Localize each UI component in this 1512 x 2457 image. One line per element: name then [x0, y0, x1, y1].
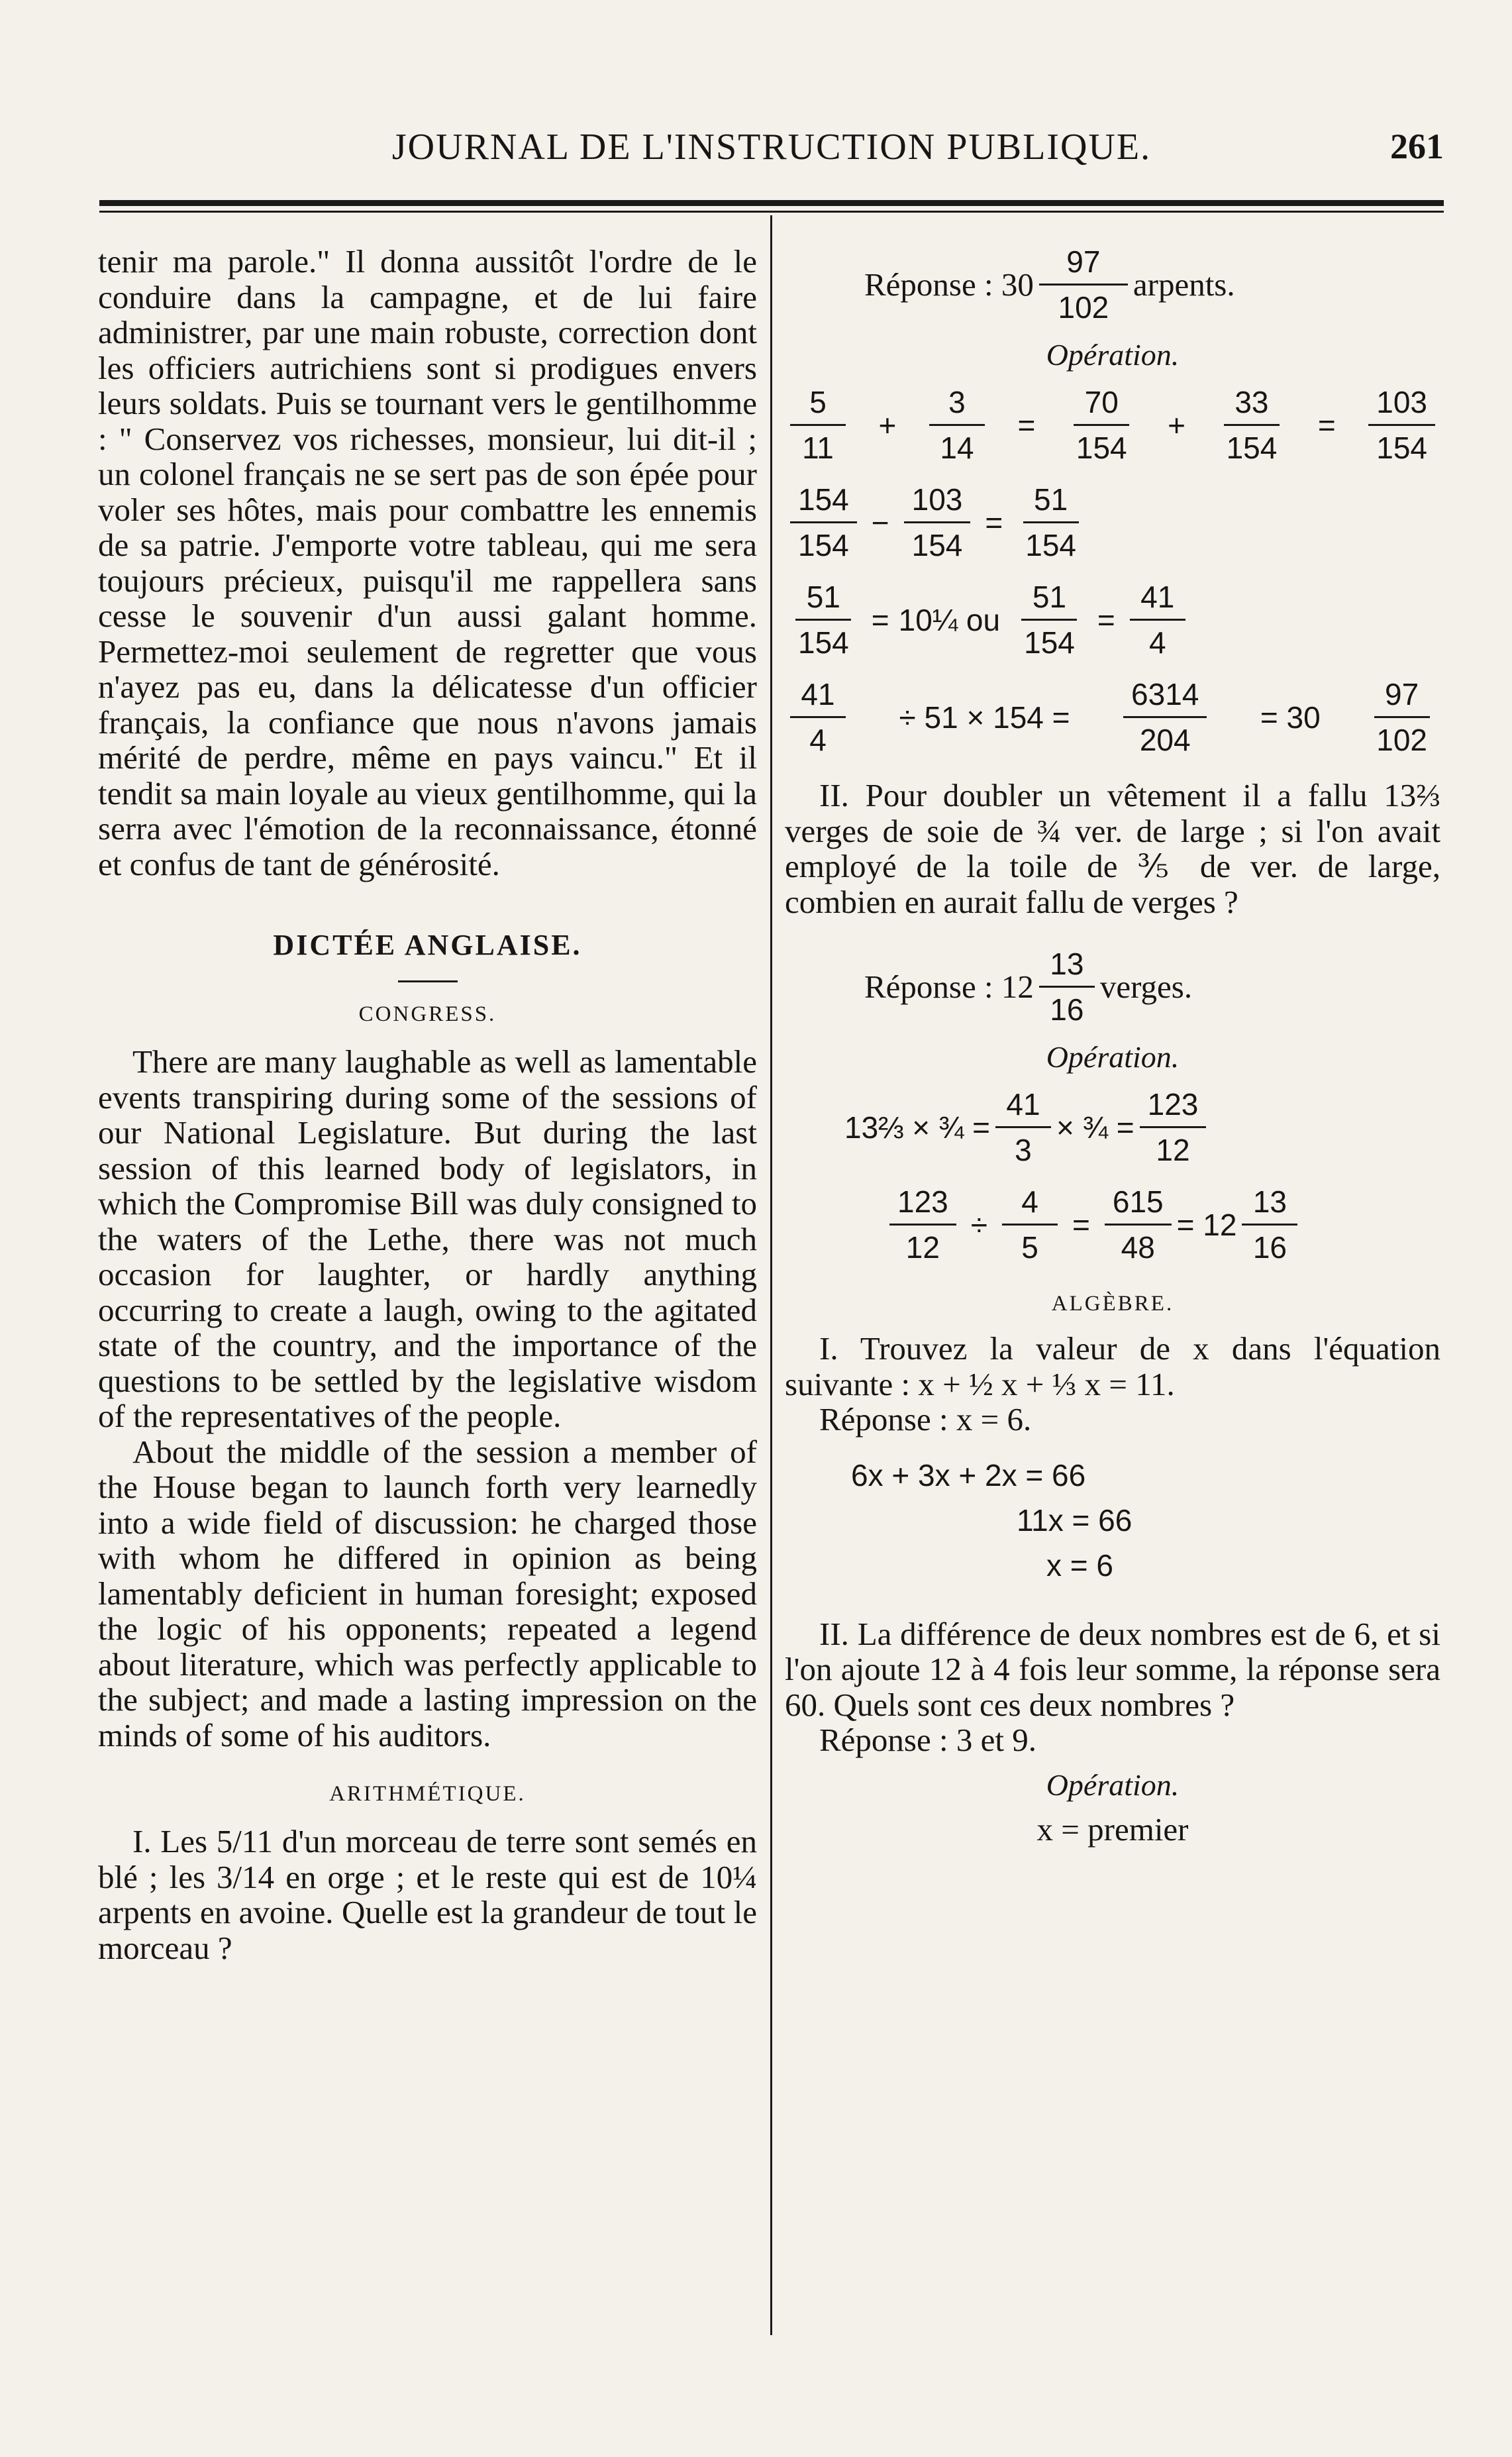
answer-2-fraction: [1039, 946, 1095, 1027]
answer-1-unit: arpents.: [1133, 266, 1235, 303]
dictee-paragraph-1: There are many laughable as well as lamentable events transpiring during some of the sessions of our National Legislature. But during the last session of this learned body of legislators, in which the Compromise Bill was duly consigned to the waters of the Lethe, there was not much occasion for laughter, or hardly anything occurring to create a laugh, owing to the agitated state of the country, and the importance of the questions to be settled by the legislative wisdom of the representatives of the people.: [98, 1043, 757, 1434]
fraction: $\frac{51}{154}$: [1017, 482, 1084, 563]
answer-2-unit: verges.: [1099, 968, 1193, 1005]
fraction: $\frac{123}{12}$: [889, 1184, 956, 1265]
equation-line-2: 11x = 66: [1017, 1502, 1133, 1538]
answer-1-fraction: [1039, 244, 1128, 325]
operation-line-2: $\frac{154}{154}$ − $\frac{103}{154}$ = $\frac{51}{154}$: [785, 482, 1440, 563]
operation-text: 13⅔ × ¾ =: [844, 1110, 990, 1145]
operation-text: = 30: [1260, 700, 1321, 735]
alg-answer-1: Réponse : x = 6.: [819, 1401, 1032, 1438]
left-column: [98, 244, 757, 1965]
operation-line-6: $\frac{123}{12}$ ÷ $\frac{4}{5}$ = $\frac{615}{48}$ = 12 $\frac{13}{16}$: [884, 1184, 1440, 1265]
operation-label-3: Opération.: [1046, 1767, 1180, 1802]
operation-label: Opération.: [1046, 338, 1180, 372]
fraction: $\frac{41}{3}$: [995, 1086, 1051, 1168]
fraction: $\frac{33}{154}$: [1219, 384, 1285, 466]
answer-2: [864, 946, 1440, 1027]
operation-text: = 12: [1176, 1207, 1237, 1242]
equation-line-3: x = 6: [1046, 1547, 1114, 1583]
answer-1: [864, 244, 1440, 325]
alg-answer-2: Réponse : 3 et 9.: [819, 1722, 1036, 1758]
header-rule-thin: [99, 211, 1444, 213]
dictee-paragraph-2: About the middle of the session a member of the House began to launch forth very learnedly into a wide field of discussion: he charged those with whom he differed in opinion as being lamentably deficient in human foresight; exposed the logic of his opponents; repeated a legend about literature, which was perfectly applicable to the subject; and made a lasting impression on the minds of some of his auditors.: [98, 1433, 757, 1753]
fraction: $\frac{41}{4}$: [1130, 579, 1185, 660]
journal-title: JOURNAL DE L'INSTRUCTION PUBLIQUE.: [391, 127, 1152, 168]
story-paragraph: tenir ma parole." Il donna aussitôt l'ordre de le conduire dans la campagne, et de lui faire administrer, par une main robuste, correction dont les officiers autrichiens sont si prodigues envers leurs soldats. Puis se tournant vers le gentilhomme : " Conservez vos richesses, monsieur, lui dit-il ; un colonel français ne se sert pas de son épée pour voler ses hôtes, mais pour combattre les ennemis de sa patrie. J'emporte votre tableau, qui me sera toujours précieux, puisqu'il me rappellera sans cesse le souvenir d'un aussi galant homme. Permettez-moi seulement de regretter que vous n'ayez pas eu, dans la délicatesse d'un officier français, la confiance que nous n'avons jamais mérité de perdre, même en pays vaincu." Et il tendit sa main loyale au vieux gentilhomme, qui la serra avec l'émotion de la reconnaissance, étonné et confus de tant de générosité.: [98, 243, 757, 882]
fraction: $\frac{3}{14}$: [929, 384, 985, 466]
fraction: $\frac{41}{4}$: [790, 676, 846, 758]
denominator: 102: [1058, 290, 1109, 325]
header-rule-thick: [99, 200, 1444, 206]
fraction: $\frac{123}{12}$: [1140, 1086, 1207, 1168]
operation-line-4: [785, 676, 1440, 758]
dictee-heading: DICTÉE ANGLAISE.: [273, 929, 582, 961]
alg-question-2: II. La différence de deux nombres est de 6, et si l'on ajoute 12 à 4 fois leur somme, la réponse sera 60. Quels sont ces deux nombres ?: [785, 1615, 1440, 1723]
fraction: $\frac{103}{154}$: [1368, 384, 1435, 466]
numerator: 13: [1039, 946, 1095, 988]
arith-question-2: II. Pour doubler un vêtement il a fallu 13⅔ verges de soie de ¾ ver. de large ; si l'on avait employé de la toile de ⅗ de ver. de large, combien en aurait fallu de verges ?: [785, 777, 1440, 920]
fraction: $\frac{615}{48}$: [1105, 1184, 1172, 1265]
fraction: $\frac{70}{154}$: [1068, 384, 1135, 466]
operation-line-3: $\frac{51}{154}$ = 10¼ ou $\frac{51}{154}$ = $\frac{41}{4}$: [785, 579, 1440, 660]
fraction: $\frac{103}{154}$: [904, 482, 971, 563]
fraction: $\frac{6314}{204}$: [1123, 676, 1207, 758]
algebre-heading: ALGÈBRE.: [1051, 1292, 1174, 1316]
alg-question-1: I. Trouvez la valeur de x dans l'équation suivante : x + ½ x + ⅓ x = 11.: [785, 1330, 1440, 1402]
denominator: 16: [1050, 992, 1084, 1027]
arith-question-1: I. Les 5/11 d'un morceau de terre sont semés en blé ; les 3/14 en orge ; et le reste qui est de 10¼ arpents en avoine. Quelle est la grandeur de tout le morceau ?: [98, 1823, 757, 1966]
numerator: 97: [1039, 244, 1128, 286]
fraction: $\frac{5}{11}$: [790, 384, 846, 466]
answer-2-label: Réponse : 12: [864, 968, 1034, 1005]
answer-1-label: Réponse : 30: [864, 266, 1034, 303]
arithmetique-heading: ARITHMÉTIQUE.: [329, 1782, 526, 1806]
operation-line-5: [844, 1086, 1440, 1168]
operation-label-2: Opération.: [1046, 1040, 1180, 1074]
fraction: $\frac{97}{102}$: [1368, 676, 1435, 758]
page-number: 261: [1390, 127, 1444, 166]
equation-line-1: 6x + 3x + 2x = 66: [851, 1457, 1086, 1492]
running-head: [99, 126, 1444, 172]
operation-text: ÷ 51 × 154 =: [899, 700, 1070, 735]
column-divider: [770, 215, 772, 2335]
operation-line-1: $\frac{5}{11}$ + $\frac{3}{14}$ = $\frac{70}{154}$ + $\frac{33}{154}$ = $\frac{103}{154}$: [785, 384, 1440, 466]
operation-text: × ¾ =: [1056, 1110, 1134, 1145]
fraction: $\frac{13}{16}$: [1242, 1184, 1297, 1265]
fraction: $\frac{4}{5}$: [1002, 1184, 1058, 1265]
fraction: $\frac{154}{154}$: [790, 482, 857, 563]
right-column: [785, 244, 1440, 1847]
congress-heading: CONGRESS.: [358, 1002, 497, 1026]
fraction: $\frac{51}{154}$: [790, 579, 857, 660]
final-line: x = premier: [1036, 1810, 1189, 1848]
mixed-number: 10¼ ou: [898, 602, 1001, 637]
fraction: $\frac{51}{154}$: [1016, 579, 1083, 660]
